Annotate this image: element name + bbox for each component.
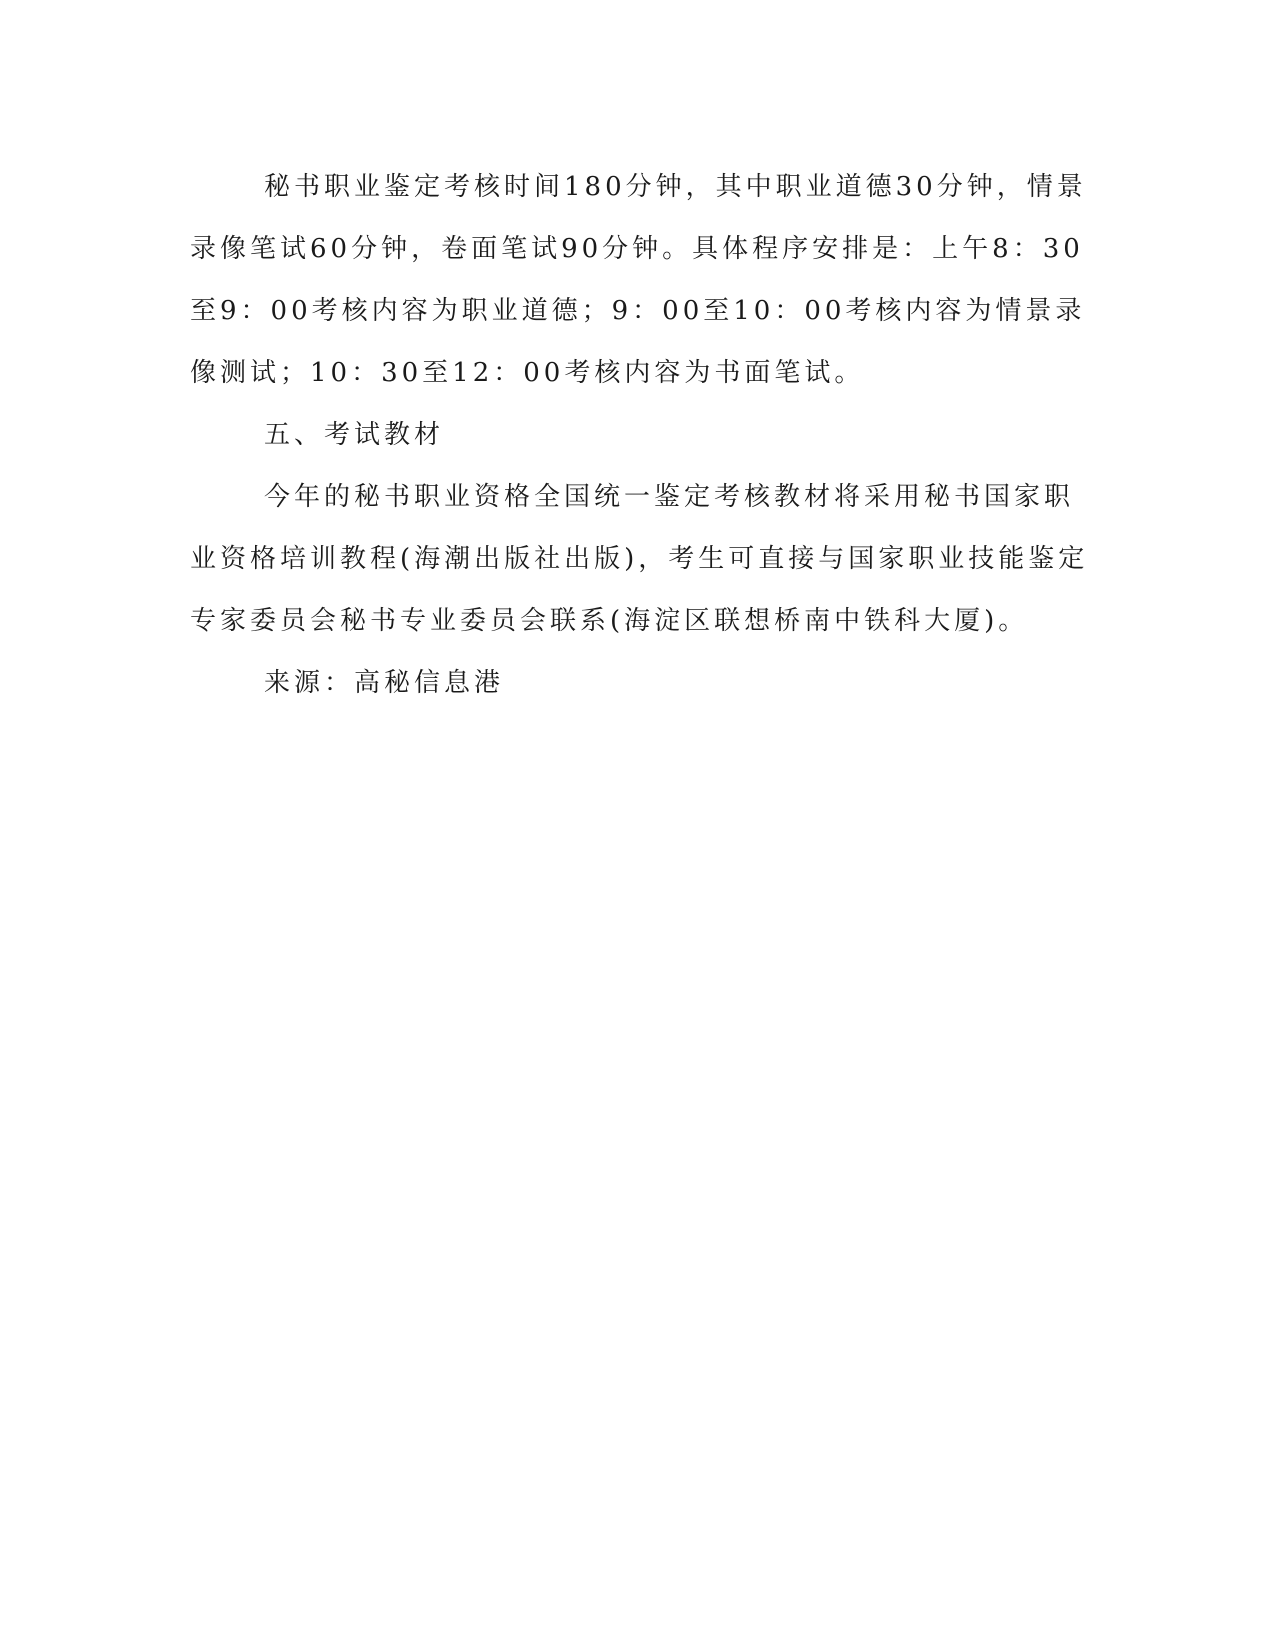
- textbook-paragraph: 今年的秘书职业资格全国统一鉴定考核教材将采用秘书国家职业资格培训教程(海潮出版社出版)，考生可直接与国家职业技能鉴定专家委员会秘书专业委员会联系(海淀区联想桥南中铁科大厦)。: [190, 482, 1089, 636]
- section-heading-textbook: 五、考试教材: [264, 420, 445, 450]
- source-line: 来源：高秘信息港: [264, 668, 505, 698]
- exam-schedule-paragraph: 秘书职业鉴定考核时间180分钟，其中职业道德30分钟，情景录像笔试60分钟，卷面笔试90分钟。具体程序安排是：上午8：30至9：00考核内容为职业道德；9：00至10：00考核内容为情景录像测试；10：30至12：00考核内容为书面笔试。: [190, 172, 1087, 388]
- document-body: [190, 156, 1090, 714]
